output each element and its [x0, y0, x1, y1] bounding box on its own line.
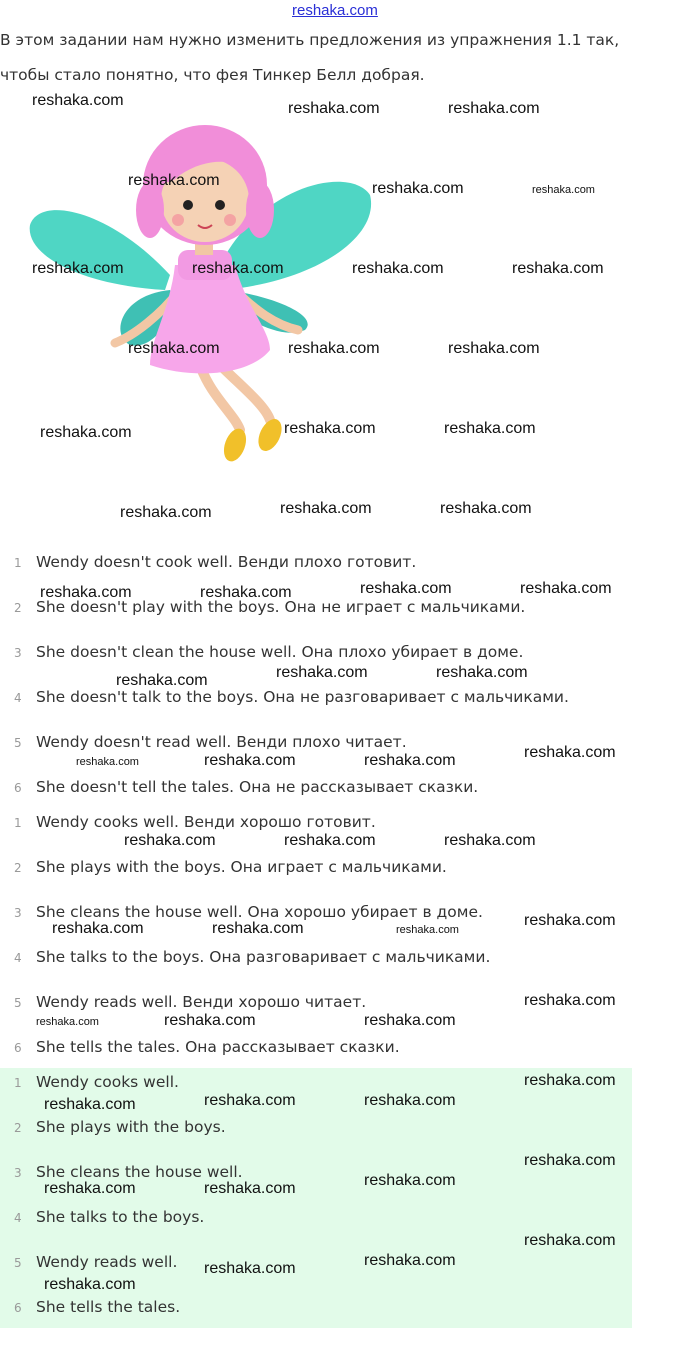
item-text: She talks to the boys. — [36, 1208, 205, 1226]
watermark-text: reshaka.com — [44, 1096, 136, 1113]
watermark-text: reshaka.com — [364, 1252, 456, 1269]
watermark-text: reshaka.com — [444, 832, 536, 849]
item-text: Wendy reads well. Венди хорошо читает. — [36, 993, 367, 1011]
watermark-text: reshaka.com — [40, 584, 132, 601]
item-text: Wendy reads well. — [36, 1253, 178, 1271]
item-number: 6 — [14, 781, 22, 795]
watermark-text: reshaka.com — [124, 832, 216, 849]
watermark-text: reshaka.com — [524, 1072, 616, 1089]
item-text: She cleans the house well. — [36, 1163, 243, 1181]
watermark-text: reshaka.com — [364, 752, 456, 769]
item-text: She tells the tales. Она рассказывает сказки. — [36, 1038, 400, 1056]
list-item — [0, 948, 632, 996]
right-shoe — [254, 415, 286, 454]
watermark-text: reshaka.com — [512, 260, 604, 277]
watermark-text: reshaka.com — [288, 100, 380, 117]
watermark-text: reshaka.com — [532, 184, 595, 196]
watermark-text: reshaka.com — [284, 832, 376, 849]
watermark-text: reshaka.com — [32, 260, 124, 277]
watermark-text: reshaka.com — [524, 1152, 616, 1169]
watermark-text: reshaka.com — [444, 420, 536, 437]
watermark-text: reshaka.com — [204, 752, 296, 769]
watermark-text: reshaka.com — [44, 1276, 136, 1293]
item-number: 3 — [14, 646, 22, 660]
watermark-text: reshaka.com — [364, 1012, 456, 1029]
list-item — [0, 858, 632, 906]
watermark-text: reshaka.com — [44, 1180, 136, 1197]
watermark-text: reshaka.com — [524, 744, 616, 761]
watermark-text: reshaka.com — [436, 664, 528, 681]
watermark-text: reshaka.com — [364, 1092, 456, 1109]
item-number: 5 — [14, 996, 22, 1010]
watermark-text: reshaka.com — [280, 500, 372, 517]
watermark-text: reshaka.com — [276, 664, 368, 681]
item-number: 2 — [14, 601, 22, 615]
item-text: She cleans the house well. Она хорошо убирает в доме. — [36, 903, 483, 921]
item-number: 3 — [14, 906, 22, 920]
item-number: 6 — [14, 1301, 22, 1315]
watermark-text: reshaka.com — [360, 580, 452, 597]
watermark-text: reshaka.com — [120, 504, 212, 521]
item-number: 1 — [14, 556, 22, 570]
item-text: Wendy doesn't cook well. Венди плохо готовит. — [36, 553, 417, 571]
sentence-list-changed — [0, 813, 632, 1086]
watermark-text: reshaka.com — [32, 92, 124, 109]
item-text: She plays with the boys. — [36, 1118, 226, 1136]
watermark-text: reshaka.com — [36, 1016, 99, 1028]
watermark-text: reshaka.com — [364, 1172, 456, 1189]
item-number: 6 — [14, 1041, 22, 1055]
item-number: 2 — [14, 861, 22, 875]
item-text: She doesn't tell the tales. Она не рассказывает сказки. — [36, 778, 479, 796]
item-text: She plays with the boys. Она играет с мальчиками. — [36, 858, 447, 876]
item-number: 1 — [14, 816, 22, 830]
watermark-text: reshaka.com — [204, 1260, 296, 1277]
list-item — [0, 598, 632, 646]
item-number: 5 — [14, 736, 22, 750]
item-text: She doesn't talk to the boys. Она не разговаривает с мальчиками. — [36, 688, 569, 706]
watermark-text: reshaka.com — [448, 340, 540, 357]
intro-line-1: В этом задании нам нужно изменить предложения из упражнения 1.1 так, — [0, 31, 620, 49]
item-text: She tells the tales. — [36, 1298, 181, 1316]
watermark-text: reshaka.com — [448, 100, 540, 117]
watermark-text: reshaka.com — [284, 420, 376, 437]
item-number: 4 — [14, 951, 22, 965]
watermark-text: reshaka.com — [40, 424, 132, 441]
watermark-text: reshaka.com — [288, 340, 380, 357]
intro-line-2: чтобы стало понятно, что фея Тинкер Белл добрая. — [0, 66, 425, 84]
item-text: She doesn't clean the house well. Она плохо убирает в доме. — [36, 643, 524, 661]
list-item — [0, 688, 632, 736]
watermark-text: reshaka.com — [192, 260, 284, 277]
watermark-text: reshaka.com — [128, 340, 220, 357]
list-item — [0, 1298, 632, 1346]
item-number: 3 — [14, 1166, 22, 1180]
item-text: Wendy cooks well. — [36, 1073, 179, 1091]
item-number: 4 — [14, 691, 22, 705]
watermark-text: reshaka.com — [440, 500, 532, 517]
watermark-text: reshaka.com — [352, 260, 444, 277]
watermark-text: reshaka.com — [52, 920, 144, 937]
watermark-text: reshaka.com — [128, 172, 220, 189]
site-link[interactable]: reshaka.com — [292, 2, 378, 19]
watermark-text: reshaka.com — [164, 1012, 256, 1029]
watermark-text: reshaka.com — [524, 1232, 616, 1249]
item-number: 2 — [14, 1121, 22, 1135]
item-text: Wendy cooks well. Венди хорошо готовит. — [36, 813, 376, 831]
watermark-text: reshaka.com — [200, 584, 292, 601]
watermark-text: reshaka.com — [212, 920, 304, 937]
watermark-text: reshaka.com — [520, 580, 612, 597]
item-text: She doesn't play with the boys. Она не играет с мальчиками. — [36, 598, 526, 616]
item-text: Wendy doesn't read well. Венди плохо читает. — [36, 733, 407, 751]
watermark-text: reshaka.com — [372, 180, 464, 197]
watermark-text: reshaka.com — [524, 912, 616, 929]
watermark-text: reshaka.com — [204, 1092, 296, 1109]
watermark-text: reshaka.com — [76, 756, 139, 768]
watermark-text: reshaka.com — [524, 992, 616, 1009]
watermark-text: reshaka.com — [396, 924, 459, 936]
item-text: She talks to the boys. Она разговаривает с мальчиками. — [36, 948, 491, 966]
watermark-text: reshaka.com — [116, 672, 208, 689]
item-number: 4 — [14, 1211, 22, 1225]
item-number: 5 — [14, 1256, 22, 1270]
item-number: 1 — [14, 1076, 22, 1090]
left-shoe — [220, 426, 250, 465]
watermark-text: reshaka.com — [204, 1180, 296, 1197]
